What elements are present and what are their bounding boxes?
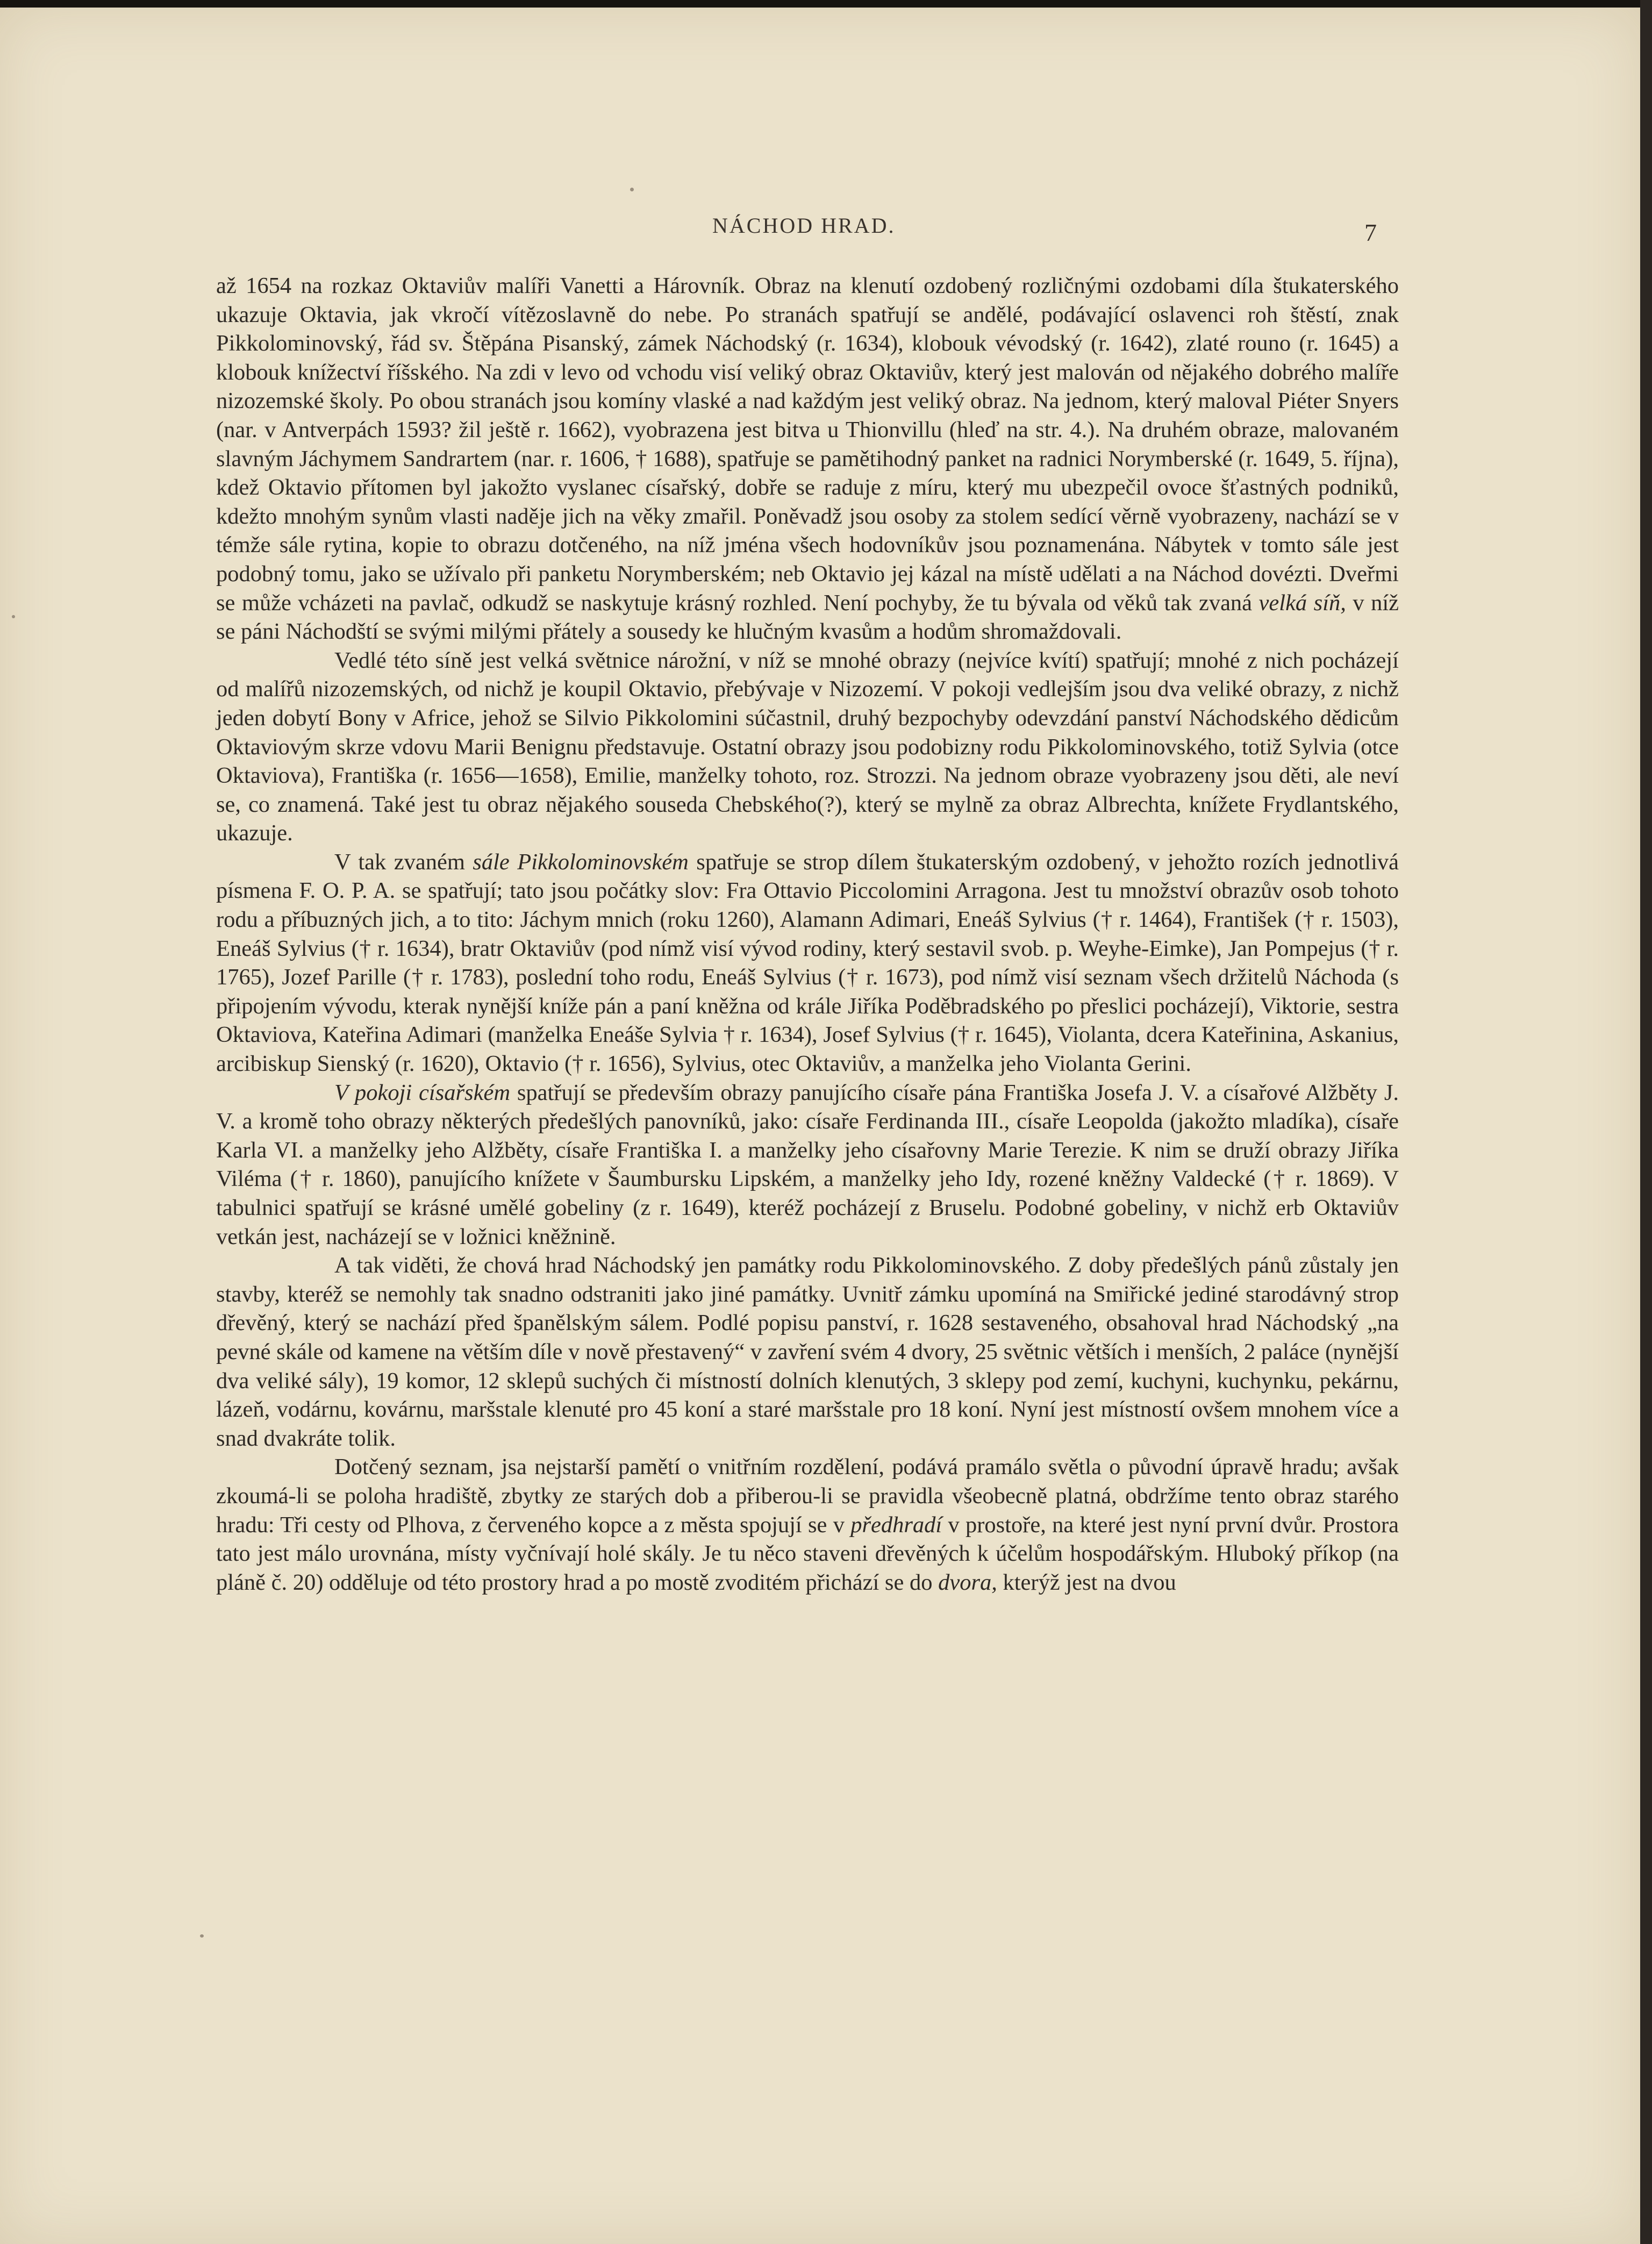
page-number: 7 [1364, 219, 1377, 246]
paragraph [216, 271, 1399, 646]
paragraph [216, 848, 1399, 1078]
text-run: Vedlé této síně jest velká světnice nárožní, v níž se mnohé obrazy (nejvíce kvítí) spatřují; mnohé z nich pocházejí od malířů nizozemských, od nichž je koupil Oktavio, přebývaje v Nizozemí. V pokoji vedlejším jsou dva veliké obrazy, z nichž jeden dobytí Bony v Africe, jehož se Silvio Pikkolomini súčastnil, druhý bezpochyby odevzdání panství Náchodského dědicům Oktaviovým skrze vdovu Marii Benignu představuje. Ostatní obrazy jsou podobizny rodu Pikkolominovského, totiž Sylvia (otce Oktaviova), Františka (r. 1656—1658), Emilie, manželky tohoto, roz. Strozzi. Na jednom obraze vyobrazeny jsou děti, ale neví se, co znamená. Také jest tu obraz nějakého souseda Chebského(?), který se mylně za obraz Albrechta, knížete Frydlantského, ukazuje. [216, 647, 1399, 846]
text-run: v níž se páni Náchodští se svými milými přátely a sousedy ke hlučným kvasům a hodům shromaždovali. [216, 590, 1399, 645]
scan-border-right [1640, 0, 1652, 2244]
body-text [216, 271, 1399, 1597]
paragraph [216, 646, 1399, 848]
italic-phrase: V pokoji císařském [334, 1080, 511, 1105]
italic-phrase: sále Pikkolominovském [473, 849, 689, 875]
italic-phrase: velká síň, [1258, 590, 1346, 616]
paragraph [216, 1078, 1399, 1252]
text-run: v prostoře, na které jest nyní první dvůr. Prostora tato jest málo urovnána, místy vyčnívají holé skály. Je tu něco staveni dřevěných k účelům hospodářským. Hluboký příkop (na pláně č. 20) odděluje od této prostory hrad a po mostě zvoditém přichází se do [216, 1512, 1399, 1595]
italic-phrase: předhradí [850, 1512, 942, 1538]
text-run: až 1654 na rozkaz Oktaviův malíři Vanetti a Hárovník. Obraz na klenutí ozdobený rozličnými ozdobami díla štukaterského ukazuje Oktavia, jak vkročí vítězoslavně do nebe. Po stranách spatřují se andělé, podávající oslavenci roh štěstí, znak Pikkolominovský, řád sv. Štěpána Pisanský, zámek Náchodský (r. 1634), klobouk vévodský (r. 1642), zlaté rouno (r. 1645) a klobouk knížectví říšského. Na zdi v levo od vchodu visí veliký obraz Oktaviův, který jest malován od nějakého dobrého malíře nizozemské školy. Po obou stranách jsou komíny vlaské a nad každým jest veliký obraz. Na jednom, který maloval Piéter Snyers (nar. v Antverpách 1593? žil ještě r. 1662), vyobrazena jest bitva u Thionvillu (hleď na str. 4.). Na druhém obraze, malovaném slavným Jáchymem Sandrartem (nar. r. 1606, † 1688), spatřuje se pamětihodný panket na radnici Norymberské (r. 1649, 5. října), kdež Oktavio přítomen byl jakožto vyslanec císařský, dobře se raduje z míru, který mu ubezpečil ovoce šťastných podniků, kdežto mnohým synům vlasti naděje jich na věky zmařil. Poněvadž jsou osoby za stolem sedící věrně vyobrazeny, nachází se v témže sále rytina, kopie to obrazu dotčeného, na níž jména všech hodovníkův jsou poznamenána. Nábytek v tomto sále jest podobný tomu, jako se užívalo při panketu Norymberském; neb Oktavio jej kázal na místě udělati a na Náchod dovézti. Dveřmi se může vcházeti na pavlač, odkudž se naskytuje krásný rozhled. Není pochyby, že tu bývala od věků tak zvaná [216, 273, 1399, 616]
running-head: NÁCHOD HRAD. [712, 213, 896, 238]
italic-phrase: dvora, [938, 1569, 997, 1595]
margin-mark [630, 188, 634, 191]
text-run: V tak zvaném [334, 849, 473, 875]
paragraph [216, 1453, 1399, 1597]
text-run: kterýž jest na dvou [997, 1569, 1176, 1595]
text-run: spatřují se především obrazy panujícího císaře pána Františka Josefa J. V. a císařové Alžběty J. V. a kromě toho obrazy některých předešlých panovníků, jako: císaře Ferdinanda III., císaře Leopolda (jakožto mladíka), císaře Karla VI. a manželky jeho Alžběty, císaře Františka I. a manželky jeho císařovny Marie Terezie. K nim se druží obrazy Jiříka Viléma († r. 1860), panujícího knížete v Šaumbursku Lipském, a manželky jeho Idy, rozené kněžny Valdecké († r. 1869). V tabulnici spatřují se krásné umělé gobeliny (z r. 1649), kteréž pocházejí z Bruselu. Podobné gobeliny, v nichž erb Oktaviův vetkán jest, nacházejí se v ložnici kněžnině. [216, 1080, 1399, 1249]
text-run: A tak viděti, že chová hrad Náchodský jen památky rodu Pikkolominovského. Z doby předešlých pánů zůstaly jen stavby, kteréž se nemohly tak snadno odstraniti jako jiné památky. Uvnitř zámku upomíná na Smiřické jediné starodávný strop dřevěný, který se nachází před španělským sálem. Podlé popisu panství, r. 1628 sestaveného, obsahoval hrad Náchodský „na pevné skále od kamene na větším díle v nově přestavený“ v zavření svém 4 dvory, 25 světnic větších i menších, 2 paláce (nynější dva veliké sály), 19 komor, 12 sklepů suchých či místností dolních klenutých, 3 sklepy pod zemí, kuchyni, kuchynku, pekárnu, lázeň, vodárnu, kovárnu, maršstale klenuté pro 45 koní a staré maršstale pro 18 koní. Nyní jest místností ovšem mnohem více a snad dvakráte tolik. [216, 1253, 1399, 1451]
margin-mark [12, 615, 15, 618]
text-run: Dotčený seznam, jsa nejstarší pamětí o vnitřním rozdělení, podává pramálo světla o původní úpravě hradu; avšak zkoumá-li se poloha hradiště, zbytky ze starých dob a přiberou-li se pravidla všeobecně platná, obdržíme tento obraz starého hradu: Tři cesty od Plhova, z červeného kopce a z města spojují se v [216, 1454, 1399, 1538]
paragraph [216, 1251, 1399, 1453]
text-run: spatřuje se strop dílem štukaterským ozdobený, v jehožto rozích jednotlivá písmena F. O. P. A. se spatřují; tato jsou počátky slov: Fra Ottavio Piccolomini Arragona. Jest tu množství obrazův osob tohoto rodu a příbuzných jich, a to tito: Jáchym mnich (roku 1260), Alamann Adimari, Eneáš Sylvius († r. 1464), František († r. 1503), Eneáš Sylvius († r. 1634), bratr Oktaviův (pod nímž visí vývod rodiny, který sestavil svob. p. Weyhe-Eimke), Jan Pompejus († r. 1765), Jozef Parille († r. 1783), poslední toho rodu, Eneáš Sylvius († r. 1673), pod nímž visí seznam všech držitelů Náchoda (s připojením vývodu, kterak nynější kníže pán a paní kněžna od krále Jiříka Poděbradského po přeslici pocházejí), Viktorie, sestra Oktaviova, Kateřina Adimari (manželka Eneáše Sylvia † r. 1634), Josef Sylvius († r. 1645), Violanta, dcera Kateřinina, Askanius, arcibiskup Sienský (r. 1620), Oktavio († r. 1656), Sylvius, otec Oktaviův, a manželka jeho Violanta Gerini. [216, 849, 1399, 1077]
margin-mark [200, 1934, 204, 1938]
